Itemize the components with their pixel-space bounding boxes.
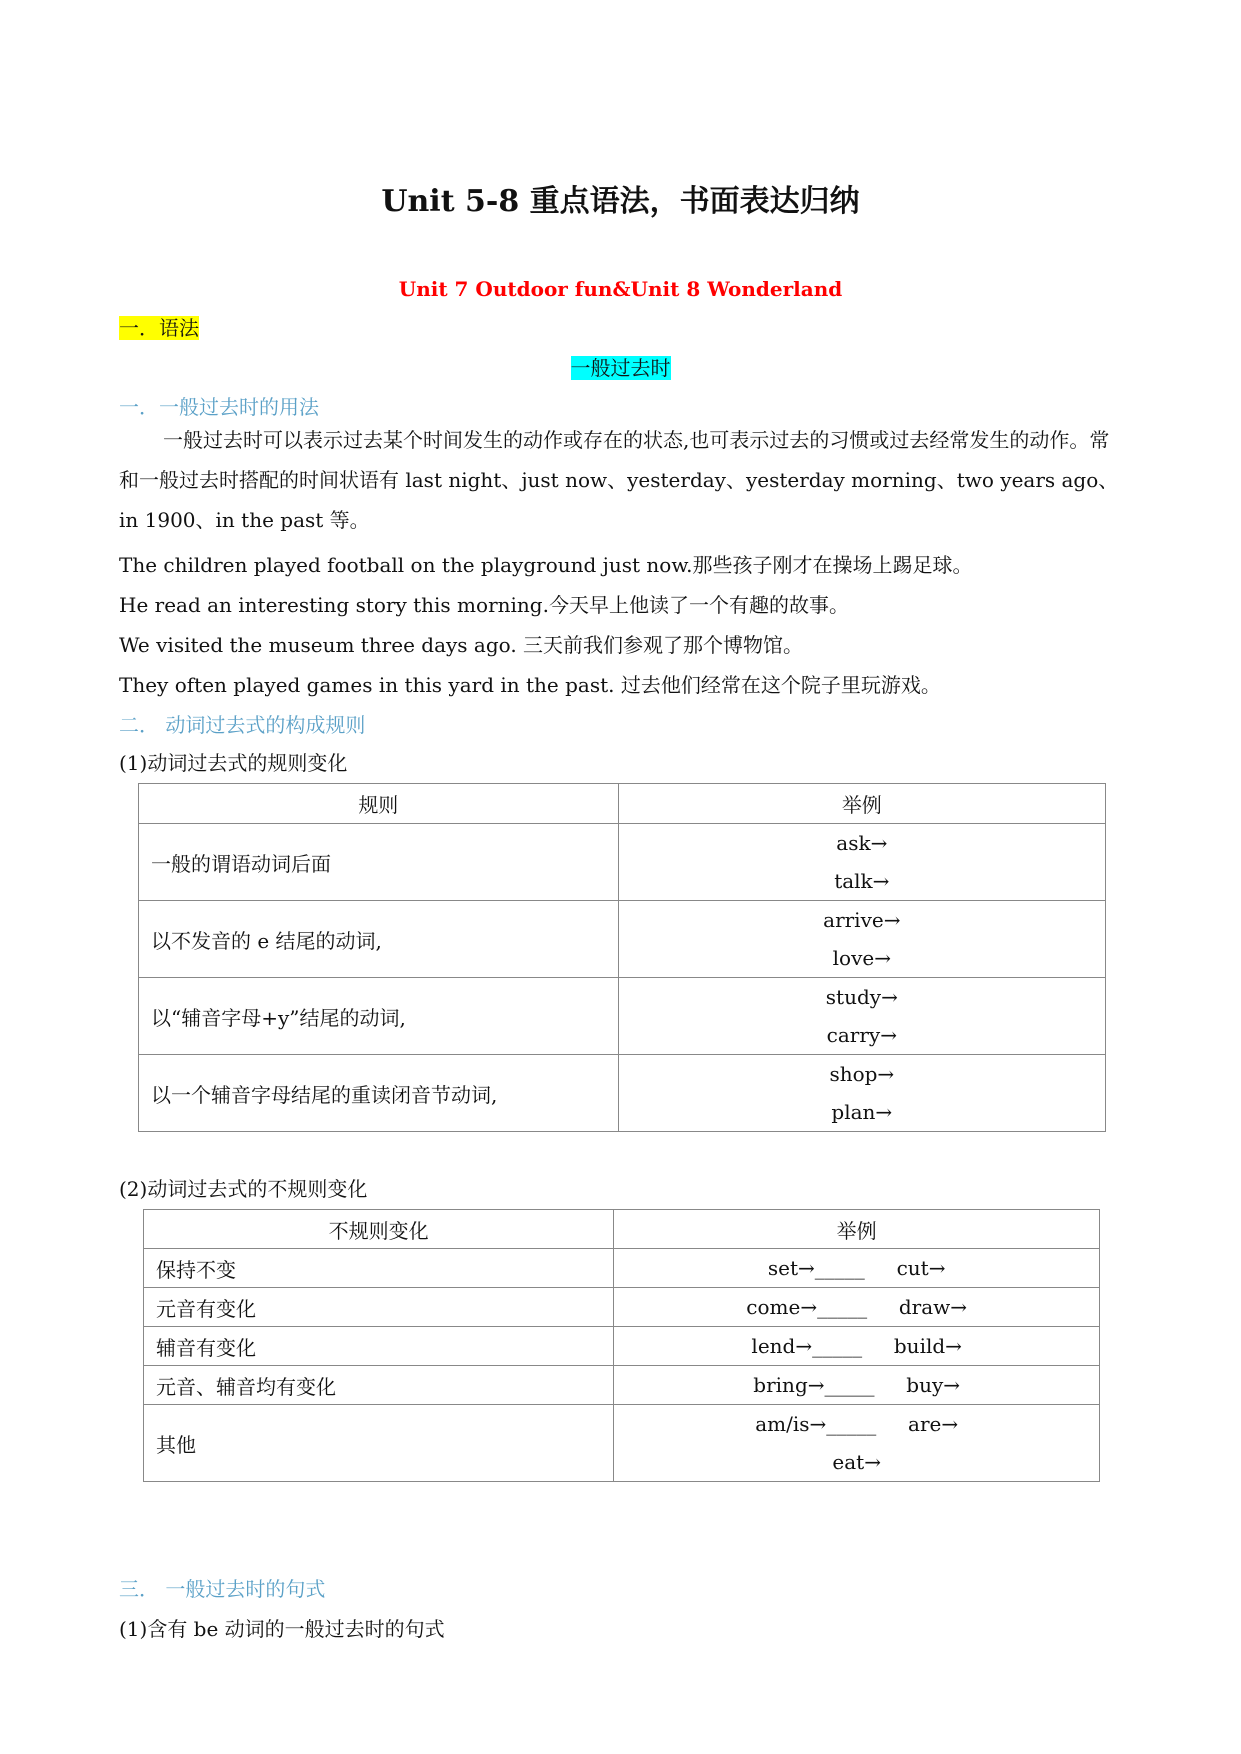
- example-cell: set→_____ cut→: [614, 1249, 1100, 1288]
- example-cell: [618, 824, 1105, 901]
- table-header-row: [144, 1210, 1100, 1249]
- example-sentence-3: We visited the museum three days ago. 三天前我们参观了那个博物馆。: [119, 633, 804, 657]
- rule-cell: 元音有变化: [144, 1288, 614, 1327]
- rule-cell: 以不发音的 e 结尾的动词,: [139, 901, 619, 978]
- table-row: [144, 1327, 1100, 1366]
- rule-cell: 保持不变: [144, 1249, 614, 1288]
- example-item: arrive→: [823, 908, 901, 932]
- example-item: love→: [832, 946, 891, 970]
- part1-heading: 一．一般过去时的用法: [119, 395, 319, 419]
- part3-heading: 三． 一般过去时的句式: [119, 1577, 326, 1601]
- header-irregular: 不规则变化: [144, 1210, 614, 1249]
- rule-cell: 以“辅音字母+y”结尾的动词,: [139, 978, 619, 1055]
- example-item: study→: [825, 985, 898, 1009]
- example-item: shop→: [829, 1062, 895, 1086]
- example-sentence-4: They often played games in this yard in the past. 过去他们经常在这个院子里玩游戏。: [119, 673, 941, 697]
- table-row: [144, 1249, 1100, 1288]
- unit-subtitle: Unit 7 Outdoor fun&Unit 8 Wonderland: [398, 277, 843, 301]
- header-example: 举例: [618, 784, 1105, 824]
- rule-cell: 元音、辅音均有变化: [144, 1366, 614, 1405]
- table-row: [139, 901, 1106, 978]
- header-rule: 规则: [139, 784, 619, 824]
- document-title: Unit 5-8 重点语法，书面表达归纳: [381, 184, 860, 219]
- example-item: ask→: [836, 831, 888, 855]
- example-item: am/is→_____ are→: [755, 1412, 959, 1436]
- example-item: eat→: [832, 1450, 881, 1474]
- table-row: [139, 824, 1106, 901]
- regular-rules-table: [138, 783, 1106, 1132]
- table-header-row: [139, 784, 1106, 824]
- rule-cell: 辅音有变化: [144, 1327, 614, 1366]
- table-row: [144, 1405, 1100, 1482]
- example-item: plan→: [831, 1100, 893, 1124]
- section-label: [119, 312, 199, 341]
- table-row: [139, 1055, 1106, 1132]
- example-cell: come→_____ draw→: [614, 1288, 1100, 1327]
- table-row: [139, 978, 1106, 1055]
- rule-cell: 一般的谓语动词后面: [139, 824, 619, 901]
- irregular-rules-table: [143, 1209, 1100, 1482]
- table-row: [144, 1288, 1100, 1327]
- example-cell: [618, 978, 1105, 1055]
- example-sentence-1: The children played football on the playground just now.那些孩子刚才在操场上踢足球。: [119, 553, 973, 577]
- table-row: [144, 1366, 1100, 1405]
- header-example: 举例: [614, 1210, 1100, 1249]
- regular-title: (1)动词过去式的规则变化: [119, 751, 348, 775]
- topic-title: [0, 352, 1241, 381]
- example-cell: [618, 901, 1105, 978]
- example-sentence-2: He read an interesting story this morning.今天早上他读了一个有趣的故事。: [119, 593, 849, 617]
- example-item: carry→: [826, 1023, 897, 1047]
- rule-cell: 其他: [144, 1405, 614, 1482]
- section-label-text: 一．语法: [119, 316, 199, 340]
- example-cell: [618, 1055, 1105, 1132]
- example-cell: lend→_____ build→: [614, 1327, 1100, 1366]
- example-cell: [614, 1405, 1100, 1482]
- part1-intro: 一般过去时可以表示过去某个时间发生的动作或存在的状态,也可表示过去的习惯或过去经常发生的动作。常和一般过去时搭配的时间状语有 last night、just now、yesterday、yesterday morning、two years ago、in 1900、in the past 等。: [119, 428, 1119, 532]
- irregular-title: (2)动词过去式的不规则变化: [119, 1177, 368, 1201]
- topic-title-text: 一般过去时: [570, 356, 671, 380]
- example-cell: bring→_____ buy→: [614, 1366, 1100, 1405]
- part3-sub1: (1)含有 be 动词的一般过去时的句式: [119, 1617, 445, 1641]
- rule-cell: 以一个辅音字母结尾的重读闭音节动词,: [139, 1055, 619, 1132]
- example-item: talk→: [834, 869, 890, 893]
- part2-heading: 二． 动词过去式的构成规则: [119, 713, 366, 737]
